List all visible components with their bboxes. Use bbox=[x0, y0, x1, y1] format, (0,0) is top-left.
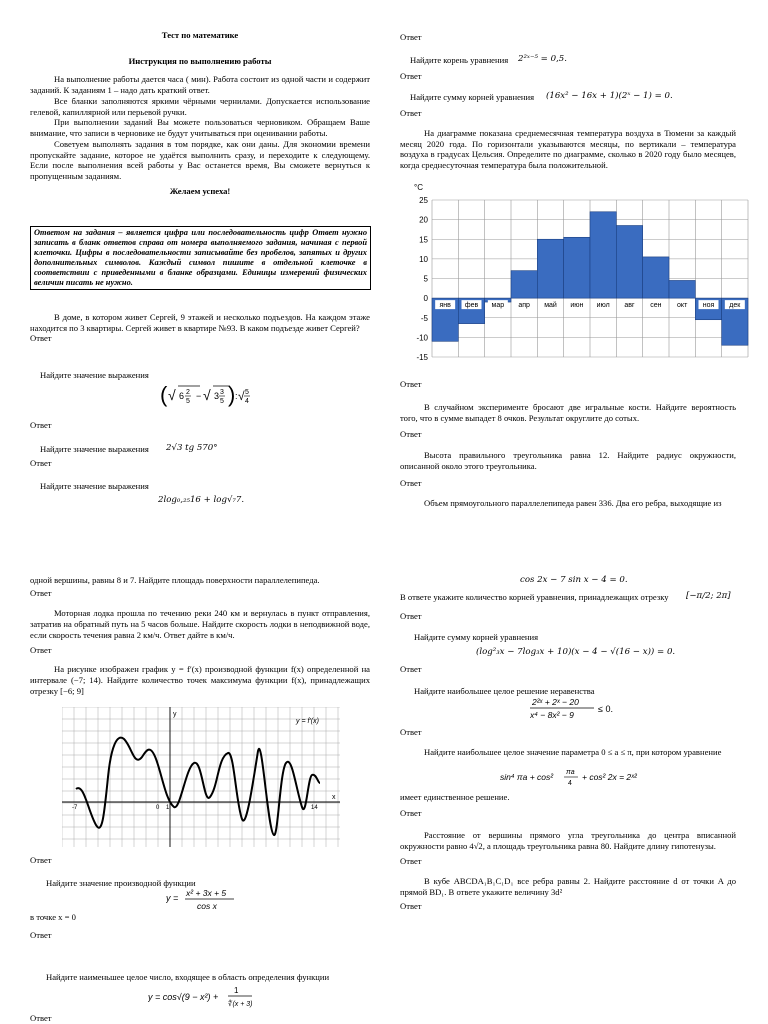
question-text: Расстояние от вершины прямого угла треугольника до центра вписанной окружности равно 4√2, а площадь треугольника равна 80. Найдите длину гипотенузы. bbox=[400, 830, 736, 851]
interval-formula: [−π/2; 2π] bbox=[686, 591, 731, 601]
svg-text:2: 2 bbox=[186, 389, 190, 396]
question-text: в точке x = 0 bbox=[30, 912, 76, 922]
bar-апр bbox=[511, 271, 537, 298]
left-top-column bbox=[30, 30, 370, 197]
svg-text:∜(x + 3): ∜(x + 3) bbox=[228, 1001, 253, 1008]
question-block bbox=[400, 402, 736, 509]
x-tick-label: янв bbox=[439, 302, 451, 310]
question-text: одной вершины, равны 8 и 7. Найдите площадь поверхности параллелепипеда. bbox=[30, 575, 320, 585]
question-block bbox=[400, 128, 736, 171]
x-tick-label: дек bbox=[729, 302, 741, 310]
answer-label: Ответ bbox=[400, 727, 422, 737]
svg-text:y = cos√(9 − x²) +: y = cos√(9 − x²) + bbox=[148, 992, 219, 1002]
y-tick-label: 25 bbox=[419, 196, 428, 205]
derivative-graph bbox=[62, 707, 340, 847]
answer-label: Ответ bbox=[400, 379, 422, 389]
bar-окт bbox=[669, 280, 695, 298]
svg-text:√: √ bbox=[203, 387, 211, 403]
derivative-curve bbox=[76, 738, 320, 835]
y-tick-label: -15 bbox=[416, 353, 428, 362]
answer-label: Ответ bbox=[400, 32, 422, 42]
function-formula bbox=[148, 984, 258, 1010]
answer-instruction-box: Ответом на задания – является цифра или последовательность цифр Ответ нужно записать в бланк ответов справа от номера выполняемого задания, начиная с первой клеточки. Цифры в последовательности записывайте без пробелов, запятых и других дополнительных символов. Каждый символ пишите в отдельной клеточке в соответствии с приведенными в бланке образцами. Единицы измерений физических величин писать не нужно. bbox=[30, 226, 371, 290]
question-text: Объем прямоугольного параллелепипеда равен 336. Два его ребра, выходящие из bbox=[424, 498, 722, 509]
answer-label: Ответ bbox=[400, 71, 422, 81]
svg-text:5: 5 bbox=[245, 389, 249, 396]
instruction-paragraph: При выполнении заданий Вы можете пользоваться черновиком. Обращаем Ваше внимание, что записи в черновике не будут учитываться при оценивании работы. bbox=[30, 117, 370, 139]
answer-label: Ответ bbox=[30, 587, 52, 598]
question-text: Моторная лодка прошла по течению реки 240 км и вернулась в пункт отправления, затратив на обратный путь на 5 часов больше. Найдите скорость лодки в неподвижной воде, если скорость течения равна 2 км/ч. Ответ дайте в км/ч. bbox=[30, 608, 370, 640]
question-block bbox=[400, 830, 736, 911]
bar-сен bbox=[643, 257, 669, 298]
expression-formula: (16x² − 16x + 1)(2ˣ − 1) = 0. bbox=[546, 91, 673, 101]
tick-label: 1 bbox=[166, 805, 170, 811]
answer-label: Ответ bbox=[400, 856, 422, 867]
svg-text:4: 4 bbox=[245, 398, 249, 405]
svg-text:5: 5 bbox=[220, 398, 224, 405]
instruction-paragraph: Все бланки заполняются яркими чёрными чернилами. Допускается использование гелевой, капиллярной или перьевой ручки. bbox=[30, 95, 370, 117]
answer-label: Ответ bbox=[30, 930, 52, 940]
y-tick-label: 20 bbox=[419, 215, 428, 225]
answer-label: Ответ bbox=[400, 664, 422, 674]
question-text: Найдите сумму корней уравнения bbox=[410, 92, 535, 102]
question-block bbox=[400, 747, 736, 758]
svg-text:√: √ bbox=[238, 389, 245, 403]
answer-label: Ответ bbox=[400, 108, 422, 118]
x-tick-label: апр bbox=[518, 302, 530, 310]
expression-formula: 2log₀,₂₅16 + log√₇7. bbox=[158, 495, 245, 505]
question-text: Найдите значение производной функции bbox=[46, 878, 196, 888]
svg-text::: : bbox=[235, 391, 238, 401]
answer-label: Ответ bbox=[30, 644, 52, 655]
temperature-chart bbox=[408, 180, 752, 368]
expression-formula: 2²ˣ⁻⁵ = 0,5. bbox=[518, 54, 568, 64]
question-text: В доме, в котором живет Сергей, 9 этажей и несколько подъездов. На каждом этаже находится по 3 квартиры. Сергей живет в квартире №93. В каком подъезде живет Сергей? bbox=[30, 312, 370, 333]
svg-text:(: ( bbox=[160, 382, 168, 407]
question-text: имеет единственное решение. bbox=[400, 792, 510, 802]
question-text: В случайном эксперименте бросают две игральные кости. Найдите вероятность того, что в сумме выпадет 8 очков. Результат округлите до сотых. bbox=[400, 402, 736, 423]
test-title: Тест по математике bbox=[161, 30, 239, 40]
svg-text:+ cos² 2x = 2ˣ²: + cos² 2x = 2ˣ² bbox=[582, 772, 637, 782]
svg-text:1: 1 bbox=[234, 986, 239, 995]
question-text: На рисунке изображен график y = f′(x) производной функции f(x) определенной на интервале (−7; 14). Найдите количество точек максимума функции f(x), принадлежащих отрезку [−6; 9] bbox=[30, 664, 370, 696]
wish-text: Желаем успеха! bbox=[169, 185, 231, 196]
equation-formula bbox=[500, 766, 660, 788]
svg-text:cos x: cos x bbox=[197, 901, 217, 911]
answer-label: Ответ bbox=[400, 477, 422, 488]
bar-июл bbox=[590, 212, 616, 298]
question-text: Найдите корень уравнения bbox=[410, 55, 509, 65]
x-axis-label: x bbox=[332, 794, 336, 801]
question-text: Найдите сумму корней уравнения bbox=[414, 632, 539, 642]
y-tick-label: 10 bbox=[419, 254, 428, 264]
tick-label: 0 bbox=[156, 805, 160, 811]
question-text: На диаграмме показана среднемесячная температура воздуха в Тюмени за каждый месяц 2020 года. По горизонтали указываются месяцы, по вертикали – температура воздуха в градусах Цельсия. Определите по диаграмме, сколько в 2020 году было месяцев, когда среднесуточная температура была положительной. bbox=[400, 128, 736, 171]
bar-июн bbox=[564, 237, 590, 298]
expression-formula bbox=[160, 378, 250, 412]
answer-label: Ответ bbox=[30, 458, 52, 468]
question-text: Найдите наибольшее целое решение неравенства bbox=[414, 686, 595, 696]
expression-formula: 2√3 tg 570° bbox=[166, 443, 218, 453]
instruction-title: Инструкция по выполнению работы bbox=[128, 55, 272, 66]
answer-label: Ответ bbox=[30, 333, 52, 344]
x-tick-label: июн bbox=[570, 302, 584, 310]
x-tick-label: окт bbox=[677, 302, 688, 310]
tick-label: 14 bbox=[311, 805, 318, 811]
equation-formula: cos 2x − 7 sin x − 4 = 0. bbox=[520, 575, 628, 585]
tick-label: -7 bbox=[72, 805, 78, 811]
svg-text:sin⁴ πa + cos²: sin⁴ πa + cos² bbox=[500, 772, 554, 782]
svg-text:y =: y = bbox=[166, 893, 179, 903]
svg-text:x² + 3x + 5: x² + 3x + 5 bbox=[186, 888, 227, 898]
x-tick-label: май bbox=[544, 302, 557, 310]
svg-text:πa: πa bbox=[566, 769, 575, 776]
question-text: Найдите значение выражения bbox=[40, 370, 149, 380]
bar-авг bbox=[616, 226, 642, 299]
x-tick-label: ноя bbox=[702, 302, 715, 310]
question-text: Найдите значение выражения bbox=[40, 444, 149, 454]
answer-label: Ответ bbox=[30, 1013, 52, 1023]
instruction-paragraph: Советуем выполнять задания в том порядке, как они даны. Для экономии времени пропускайте задание, которое не удаётся выполнить сразу, и переходите к следующему. Если после выполнения всей работы у Вас останется время, Вы сможете вернуться к пропущенным заданиям. bbox=[30, 138, 370, 182]
question-text: Найдите наименьшее целое число, входящее в область определения функции bbox=[46, 972, 330, 982]
svg-text:2²ˣ + 2ˣ − 20: 2²ˣ + 2ˣ − 20 bbox=[532, 697, 579, 707]
x-tick-label: мар bbox=[491, 302, 505, 310]
y-tick-label: 5 bbox=[423, 274, 428, 284]
svg-text:−: − bbox=[196, 391, 202, 401]
x-tick-label: сен bbox=[650, 302, 662, 310]
x-tick-label: июл bbox=[596, 302, 610, 310]
question-text: Высота правильного треугольника равна 12. Найдите радиус окружности, описанной около этого треугольника. bbox=[400, 450, 736, 471]
inequality-formula bbox=[530, 696, 640, 722]
svg-text:≤ 0.: ≤ 0. bbox=[598, 704, 613, 714]
answer-label: Ответ bbox=[400, 429, 422, 440]
svg-text:6: 6 bbox=[179, 391, 185, 401]
question-text: Найдите значение выражения bbox=[40, 481, 149, 491]
y-tick-label: -5 bbox=[420, 313, 428, 323]
graph-legend: y = f′(x) bbox=[296, 718, 319, 725]
instruction-paragraph: На выполнение работы дается часа ( мин). Работа состоит из одной части и содержит заданий. К заданиям 1 – надо дать краткий ответ. bbox=[30, 74, 370, 96]
answer-label: Ответ bbox=[400, 611, 422, 621]
y-tick-label: 15 bbox=[419, 235, 428, 245]
function-formula bbox=[166, 887, 246, 915]
y-axis-label: y bbox=[173, 711, 177, 718]
chart-ylabel: °C bbox=[414, 183, 423, 192]
bar-май bbox=[537, 239, 563, 298]
question-text: В ответе укажите количество корней уравнения, принадлежащих отрезку bbox=[400, 592, 669, 602]
answer-label: Ответ bbox=[30, 855, 52, 865]
x-tick-label: авг bbox=[624, 302, 635, 310]
svg-text:3: 3 bbox=[214, 391, 220, 401]
left-top-questions bbox=[30, 312, 370, 344]
question-text: Найдите наибольшее целое значение параметра 0 ≤ a ≤ π, при котором уравнение bbox=[424, 747, 722, 757]
x-tick-label: фев bbox=[464, 302, 479, 310]
svg-text:3: 3 bbox=[220, 389, 224, 396]
answer-label: Ответ bbox=[30, 420, 52, 430]
svg-text:x⁴ − 8x² − 9: x⁴ − 8x² − 9 bbox=[530, 710, 574, 720]
svg-text:4: 4 bbox=[568, 780, 572, 787]
equation-formula: (log²₃x − 7log₃x + 10)(x − 4 − √(16 − x)) = 0. bbox=[476, 647, 676, 657]
left-bottom-column bbox=[30, 575, 370, 697]
y-tick-label: 0 bbox=[423, 294, 428, 304]
svg-text:): ) bbox=[228, 382, 236, 407]
svg-text:√: √ bbox=[168, 387, 176, 403]
answer-label: Ответ bbox=[400, 808, 422, 818]
svg-text:5: 5 bbox=[186, 398, 190, 405]
answer-label: Ответ bbox=[400, 900, 422, 911]
y-tick-label: -10 bbox=[416, 333, 428, 343]
question-text: В кубе ABCDA₁B₁C₁D₁ все ребра равны 2. Найдите расстояние d от точки A до прямой BD₁. В ответе укажите величину 3d² bbox=[400, 876, 736, 897]
